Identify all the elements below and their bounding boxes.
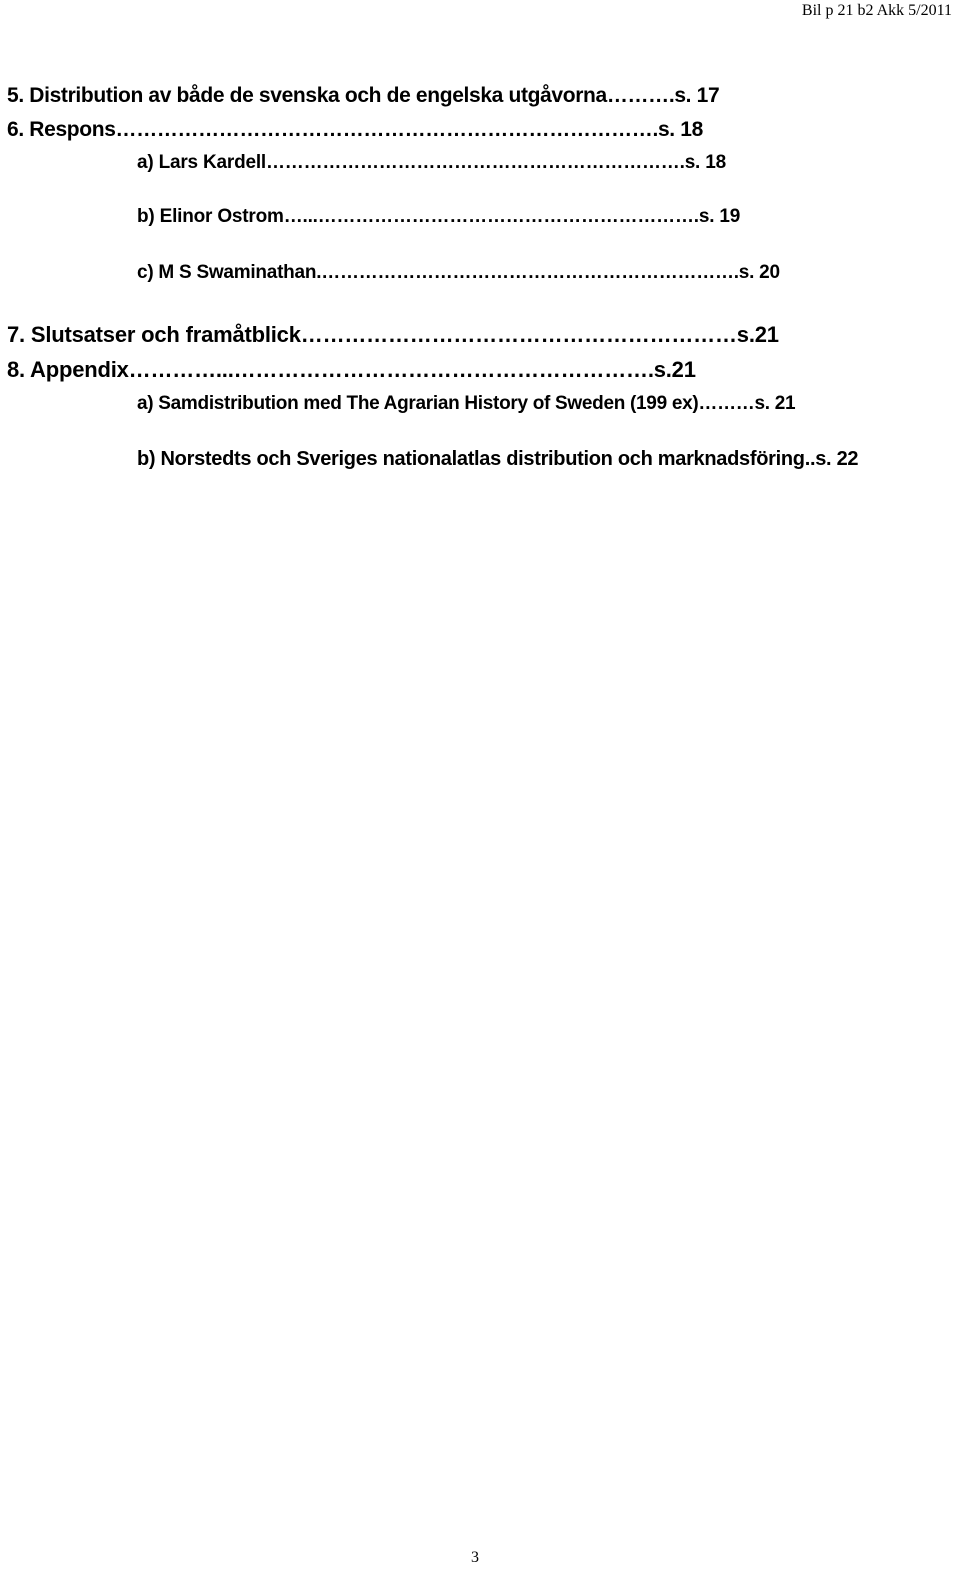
toc-entry-slutsatser <box>7 322 779 348</box>
toc-entry-label: 7. Slutsatser och framåtblick <box>7 322 301 347</box>
toc-entry-leader: …...…………………………………………………… <box>283 206 694 227</box>
toc-entry-respons <box>7 118 703 142</box>
toc-entry-leader: ………………………………………………………… <box>266 152 680 173</box>
toc-entry-norstedts <box>137 448 858 471</box>
toc-entry-leader: …………………………………………………………………… <box>115 118 653 141</box>
toc-entry-label: 5. Distribution av både de svenska och de engelska utgåvorna <box>7 84 607 107</box>
toc-entry-page: .s. 20 <box>733 262 780 283</box>
toc-entry-page: .s. 19 <box>693 206 741 227</box>
toc-entry-label: 8. Appendix <box>7 357 129 382</box>
toc-entry-leader: ……… <box>698 393 755 414</box>
toc-entry-page: s. 21 <box>754 393 796 414</box>
toc-entry-samdistribution <box>137 393 795 415</box>
toc-entry-swaminathan <box>137 262 780 284</box>
toc-entry-label: a) Lars Kardell <box>137 152 266 173</box>
toc-entry-label: a) Samdistribution med The Agrarian History of Sweden (199 ex) <box>137 393 699 414</box>
toc-entry-leader: ……… <box>606 84 669 107</box>
toc-entry-leader: …………...………………………………………………… <box>128 357 648 382</box>
toc-entry-label: 6. Respons <box>7 118 116 141</box>
toc-entry-distribution <box>7 84 719 108</box>
toc-entry-label: b) Norstedts och Sveriges nationalatlas distribution och marknadsföring <box>137 448 805 470</box>
toc-entry-page: .s.21 <box>647 357 696 382</box>
toc-entry-leader: …………………………………………………… <box>300 322 737 347</box>
toc-entry-leader: .. <box>804 448 816 470</box>
document-header: Bil p 21 b2 Akk 5/2011 <box>801 2 952 19</box>
toc-entry-lars-kardell <box>137 152 726 174</box>
page-number: 3 <box>471 1549 479 1566</box>
toc-entry-label: b) Elinor Ostrom <box>137 206 284 227</box>
toc-entry-page: .s. 18 <box>652 118 703 141</box>
toc-entry-leader: ………………………………………………………… <box>321 262 734 283</box>
toc-entry-page: s. 22 <box>815 448 859 470</box>
toc-entry-appendix <box>7 357 696 383</box>
toc-entry-page: .s. 17 <box>668 84 720 107</box>
toc-entry-label: c) M S Swaminathan. <box>137 262 322 283</box>
toc-entry-page: s.21 <box>736 322 779 347</box>
toc-entry-page: .s. 18 <box>679 152 726 173</box>
toc-entry-elinor-ostrom <box>137 206 740 228</box>
